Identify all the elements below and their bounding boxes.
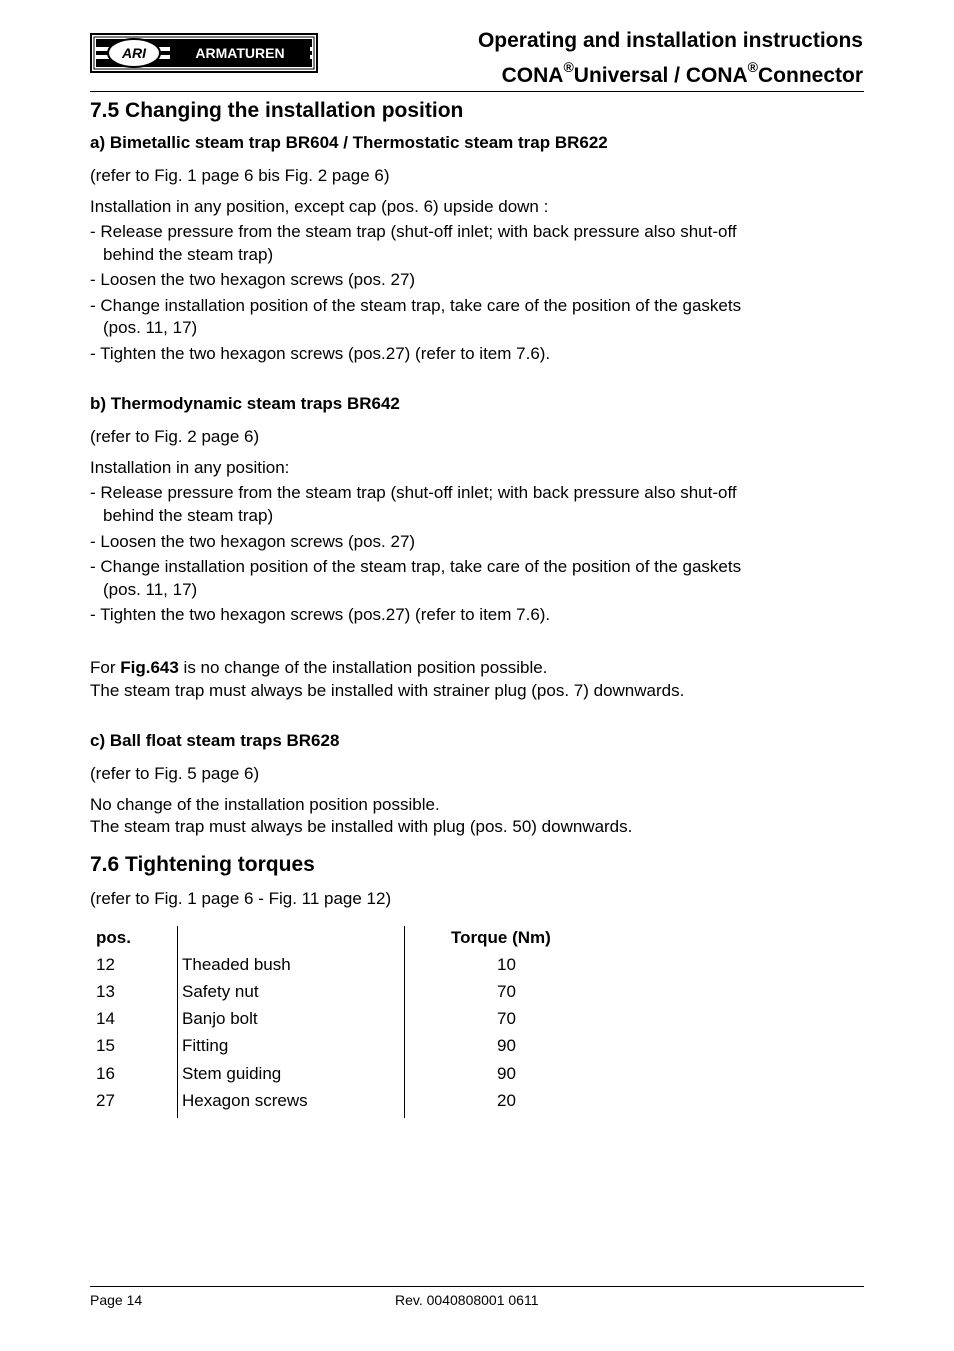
table-cell-part: Hexagon screws xyxy=(182,1091,308,1110)
step-b-1: - Release pressure from the steam trap (shut-off inlet; with back pressure also shut-off xyxy=(90,483,737,502)
section-7-5-heading: 7.5 Changing the installation position xyxy=(90,99,464,122)
step-a-2: - Loosen the two hexagon screws (pos. 27) xyxy=(90,270,416,289)
table-cell-torque: 70 xyxy=(497,1009,516,1028)
table-cell-pos: 12 xyxy=(96,955,115,974)
table-cell-pos: 14 xyxy=(96,1009,115,1028)
table-cell-part: Theaded bush xyxy=(182,955,291,974)
section-7-6-ref: (refer to Fig. 1 page 6 - Fig. 11 page 12) xyxy=(90,889,392,908)
ari-armaturen-logo xyxy=(90,33,318,73)
subsection-c-heading: c) Ball float steam traps BR628 xyxy=(90,731,340,750)
table-header-pos: pos. xyxy=(96,928,131,947)
document-title xyxy=(478,26,863,90)
table-cell-torque: 70 xyxy=(497,982,516,1001)
table-header-torque: Torque (Nm) xyxy=(451,928,551,947)
fig643-note-bold: Fig.643 xyxy=(120,658,179,677)
title-cona-1: CONA xyxy=(501,64,564,87)
step-a-3: - Change installation position of the steam trap, take care of the position of the gaskets xyxy=(90,296,742,315)
step-a-1: - Release pressure from the steam trap (shut-off inlet; with back pressure also shut-off xyxy=(90,222,737,241)
title-line-1: Operating and installation instructions xyxy=(477,29,863,52)
title-universal: Universal / CONA xyxy=(573,64,748,87)
step-b-3-cont: (pos. 11, 17) xyxy=(103,580,198,599)
table-cell-pos: 15 xyxy=(96,1036,115,1055)
step-a-4: - Tighten the two hexagon screws (pos.27) (refer to item 7.6). xyxy=(90,344,551,363)
title-connector: Connector xyxy=(758,64,863,87)
table-cell-torque: 90 xyxy=(497,1064,516,1083)
table-cell-torque: 20 xyxy=(497,1091,516,1110)
table-column-divider-2 xyxy=(404,926,405,1118)
svg-text:ARI: ARI xyxy=(121,45,147,61)
footer-revision: Rev. 0040808001 0611 xyxy=(395,1292,539,1308)
table-cell-pos: 13 xyxy=(96,982,115,1001)
fig643-note-suffix: is no change of the installation position possible. xyxy=(178,658,548,677)
header-divider xyxy=(90,91,864,92)
table-cell-torque: 90 xyxy=(497,1036,516,1055)
subsection-c-ref: (refer to Fig. 5 page 6) xyxy=(90,764,260,783)
section-7-6-heading: 7.6 Tightening torques xyxy=(90,853,315,876)
table-cell-pos: 16 xyxy=(96,1064,115,1083)
subsection-c-line2: The steam trap must always be installed with plug (pos. 50) downwards. xyxy=(90,817,633,836)
table-cell-part: Safety nut xyxy=(182,982,259,1001)
table-cell-part: Fitting xyxy=(182,1036,229,1055)
step-b-1-cont: behind the steam trap) xyxy=(103,506,274,525)
svg-text:ARMATUREN: ARMATUREN xyxy=(195,45,285,61)
title-line-2 xyxy=(478,55,863,90)
subsection-a-ref: (refer to Fig. 1 page 6 bis Fig. 2 page 6) xyxy=(90,166,390,185)
footer-page-number: Page 14 xyxy=(90,1292,143,1308)
table-column-divider-1 xyxy=(177,926,178,1118)
subsection-a-intro: Installation in any position, except cap (pos. 6) upside down : xyxy=(90,197,549,216)
subsection-b-ref: (refer to Fig. 2 page 6) xyxy=(90,427,260,446)
step-a-3-cont: (pos. 11, 17) xyxy=(103,318,198,337)
step-a-1-cont: behind the steam trap) xyxy=(103,245,274,264)
fig643-note xyxy=(90,656,547,679)
subsection-b-intro: Installation in any position: xyxy=(90,458,290,477)
step-b-3: - Change installation position of the steam trap, take care of the position of the gaskets xyxy=(90,557,742,576)
table-cell-torque: 10 xyxy=(497,955,516,974)
registered-mark-2: ® xyxy=(747,59,758,75)
step-b-2: - Loosen the two hexagon screws (pos. 27) xyxy=(90,532,416,551)
step-b-4: - Tighten the two hexagon screws (pos.27) (refer to item 7.6). xyxy=(90,605,551,624)
fig643-note-prefix: For xyxy=(90,658,121,677)
registered-mark-1: ® xyxy=(563,59,574,75)
subsection-b-heading: b) Thermodynamic steam traps BR642 xyxy=(90,394,400,413)
table-cell-pos: 27 xyxy=(96,1091,115,1110)
subsection-c-line1: No change of the installation position possible. xyxy=(90,795,440,814)
table-cell-part: Stem guiding xyxy=(182,1064,282,1083)
table-cell-part: Banjo bolt xyxy=(182,1009,258,1028)
footer-divider xyxy=(90,1286,864,1287)
subsection-a-heading: a) Bimetallic steam trap BR604 / Thermostatic steam trap BR622 xyxy=(90,133,608,152)
fig643-note-line2: The steam trap must always be installed with strainer plug (pos. 7) downwards. xyxy=(90,681,685,700)
